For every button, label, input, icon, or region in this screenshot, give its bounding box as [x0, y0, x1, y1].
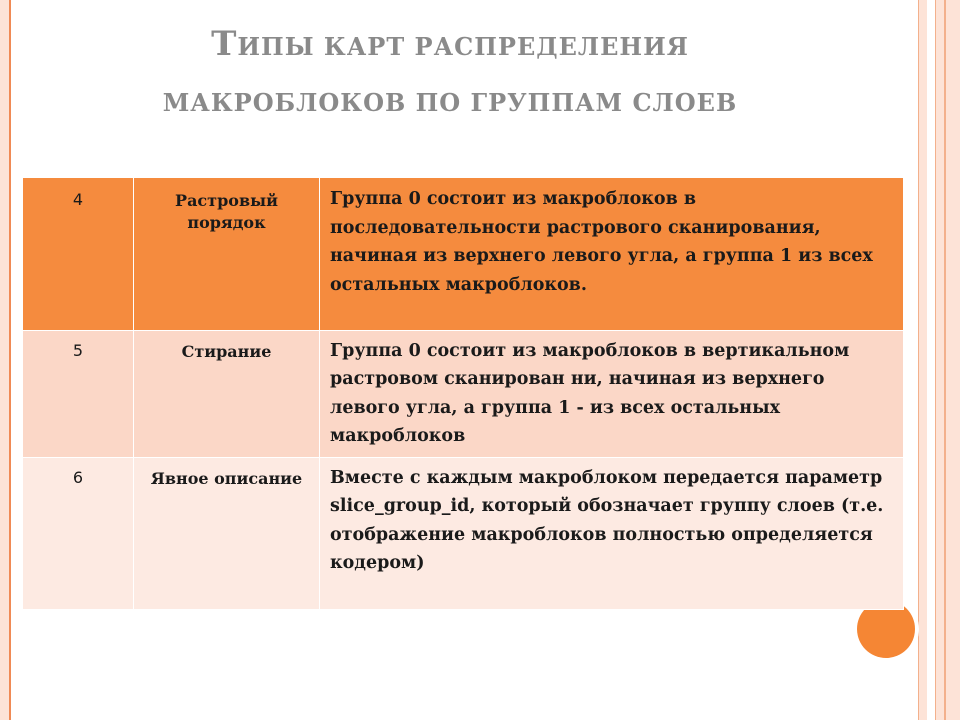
row-number: 5	[72, 340, 84, 360]
row-name-cell	[134, 178, 320, 330]
right-decorative-gap	[927, 0, 935, 720]
row-description-cell	[320, 457, 904, 609]
row-description: Вместе с каждым макроблоком передается параметр slice_group_id, который обозначает группу слоев (т.е. отображение макроблоков полностью определяется кодером)	[330, 467, 884, 573]
title-line-2-text: МАКРОБЛОКОВ ПО ГРУППАМ СЛОЕВ	[162, 88, 738, 117]
row-number-cell	[23, 178, 134, 330]
row-name: Стирание	[181, 341, 272, 361]
row-number: 4	[72, 190, 84, 209]
row-description-cell	[320, 178, 904, 330]
left-decorative-border	[0, 0, 11, 720]
row-number: 6	[72, 467, 84, 487]
slide-title	[60, 16, 840, 131]
right-decorative-band	[935, 0, 960, 720]
row-number-cell	[23, 330, 134, 457]
row-name-cell	[134, 457, 320, 609]
table-row	[23, 457, 904, 609]
row-name-cell	[134, 330, 320, 457]
right-decorative-stripe	[918, 0, 927, 720]
table-row	[23, 178, 904, 330]
title-line-2	[60, 75, 840, 131]
title-initial-letter: Т	[211, 24, 238, 64]
row-description-cell	[320, 330, 904, 457]
slice-group-map-table	[23, 178, 904, 610]
table-row	[23, 330, 904, 457]
right-decorative-line	[944, 0, 946, 720]
row-description: Группа 0 состоит из макроблоков в вертикальном растровом сканирован ни, начиная из верхнего левого угла, а группа 1 - из всех остальных макроблоков	[330, 340, 850, 446]
title-line-1-text: ИПЫ КАРТ РАСПРЕДЕЛЕНИЯ	[237, 32, 689, 61]
row-number-cell	[23, 457, 134, 609]
row-description: Группа 0 состоит из макроблоков в последовательности растрового сканирования, начиная из верхнего левого угла, а группа 1 из всех остальных макроблоков.	[330, 189, 873, 295]
row-name: Явное описание	[150, 468, 303, 488]
row-name: Растровый порядок	[175, 191, 278, 232]
title-line-1	[60, 16, 840, 75]
